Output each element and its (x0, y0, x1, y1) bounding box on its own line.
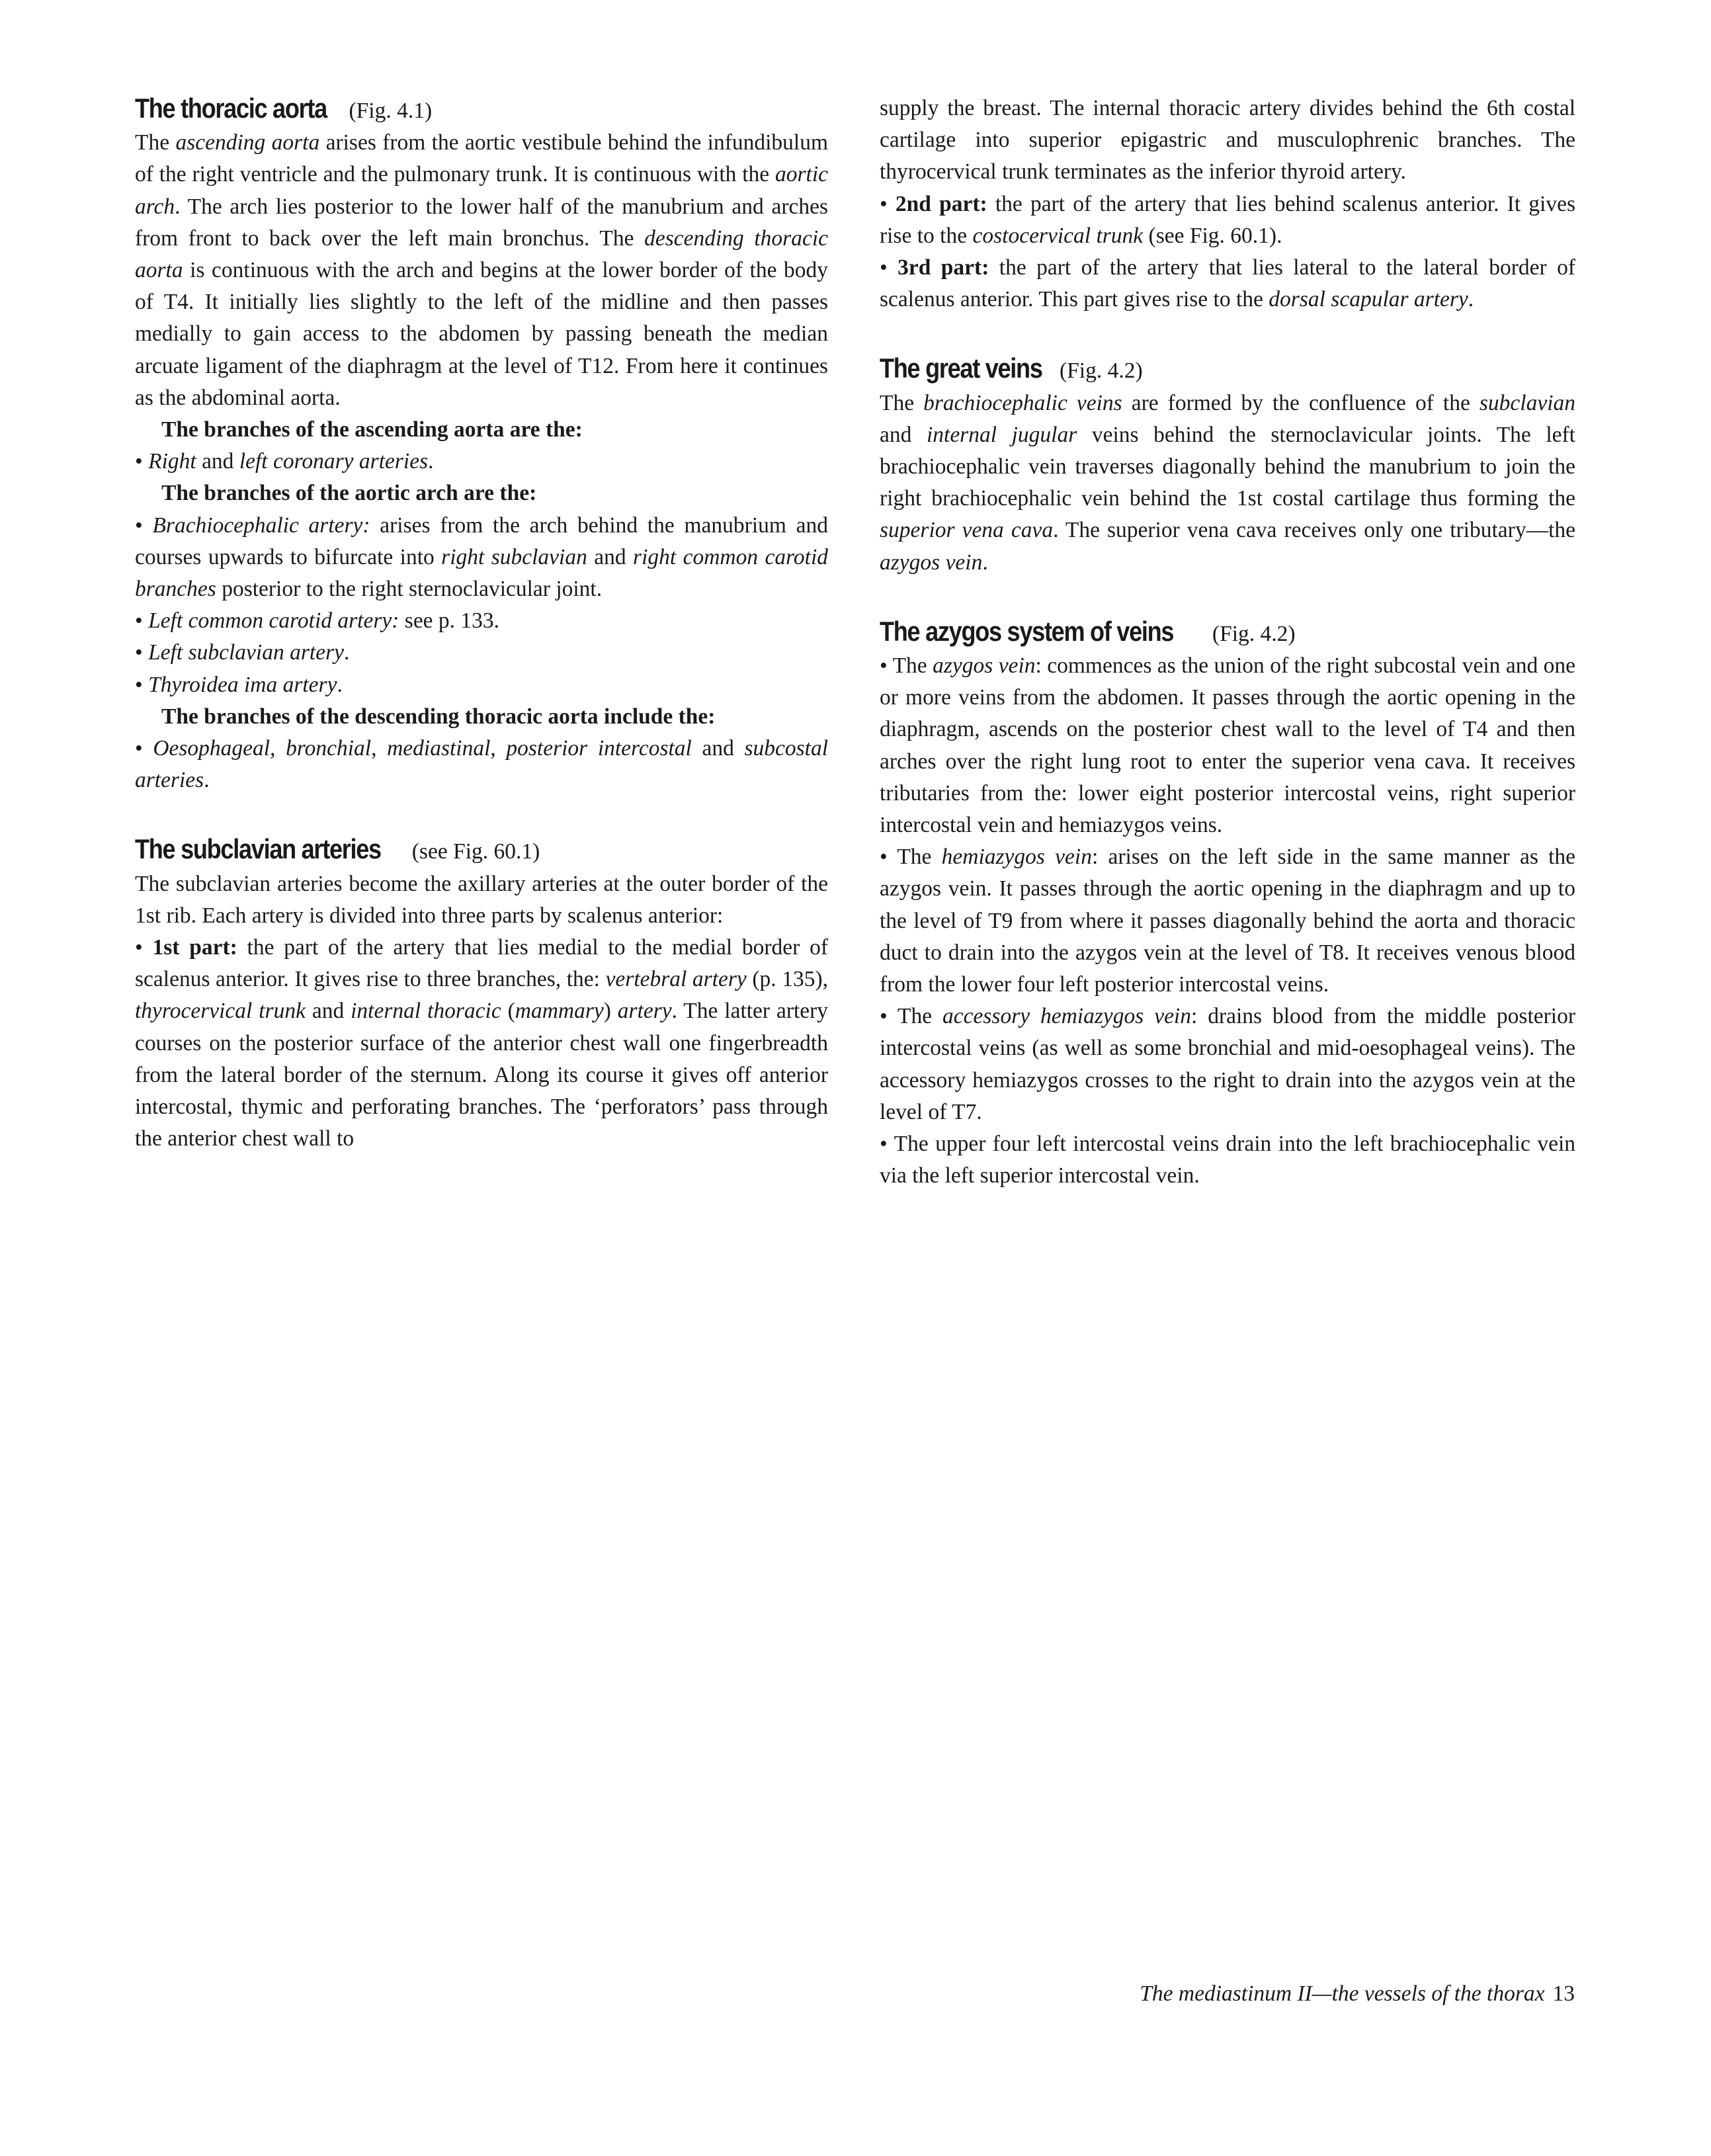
subclavian-paragraph: The subclavian arteries become the axillary arteries at the outer border of the 1st rib. Each artery is divided into three parts by scalenus anterior: (135, 871, 828, 928)
running-title: The mediastinum II—the vessels of the thorax (1140, 1981, 1545, 2006)
azygos-item-azygos-vein: • The azygos vein: commences as the union of the right subcostal vein and one or more veins from the abdomen. It passes through the aortic opening in the diaphragm, ascends on the posterior chest wall to the level of T4 and then arches over the right lung root to enter the superior vena cava. It receives tributaries from the: lower eight posterior intercostal veins, right superior intercostal vein and hemiazygos veins. (880, 653, 1575, 838)
section-spacer (880, 579, 1575, 616)
azygos-item-upper-intercostal: • The upper four left intercostal veins drain into the left brachiocephalic vein via the left superior intercostal vein. (880, 1132, 1576, 1188)
thoracic-aorta-paragraph: The ascending aorta arises from the aortic vestibule behind the infundibulum of the right ventricle and the pulmonary trunk. It is continuous with the aortic arch. The arch lies posterior to the lower half of the manubrium and arches from front to back over the left main bronchus. The descending thoracic aorta is continuous with the arch and begins at the lower border of the body of T4. It initially lies slightly to the left of the midline and then passes medially to gain access to the abdomen by passing beneath the median arcuate ligament of the diaphragm at the level of T12. From here it continues as the abdominal aorta. (135, 130, 829, 410)
page-number: 13 (1552, 1981, 1575, 2006)
azygos-item-hemiazygos-vein: • The hemiazygos vein: arises on the left side in the same manner as the azygos vein. It passes through the aortic opening in the diaphragm and up to the level of T9 from where it passes diagonally behind the aorta and thoracic duct to drain into the azygos vein at the level of T8. It receives venous blood from the lower four left posterior intercostal veins. (880, 845, 1576, 997)
left-column (135, 93, 828, 1155)
page-footer (1140, 1978, 1575, 2010)
azygos-item-accessory-hemiazygos: • The accessory hemiazygos vein: drains blood from the middle posterior intercostal veins (as well as some bronchial and mid-oesophageal veins). The accessory hemiazygos crosses to the right to drain into the azygos vein at the level of T7. (880, 1004, 1575, 1124)
arch-item-left-subclavian: • Left subclavian artery. (135, 640, 350, 665)
section-spacer (880, 315, 1575, 352)
great-veins-heading: The great veins (Fig. 4.2) (880, 352, 1143, 384)
thoracic-aorta-heading: The thoracic aorta (Fig. 4.1) (135, 93, 433, 124)
arch-item-brachiocephalic: • Brachiocephalic artery: arises from the arch behind the manubrium and courses upwards to bifurcate into right subclavian and right common carotid branches posterior to the right sternoclavicular joint. (135, 513, 829, 602)
arch-item-left-common-carotid: • Left common carotid artery: see p. 133. (135, 608, 500, 634)
right-column (880, 93, 1575, 1192)
descending-branches-item: • Oesophageal, bronchial, mediastinal, posterior intercostal and subcostal arteries. (135, 736, 828, 793)
ascending-branches-item: • Right and left coronary arteries. (135, 449, 434, 474)
subclavian-part2: • 2nd part: the part of the artery that lies behind scalenus anterior. It gives rise to the costocervical trunk (see Fig. 60.1). (880, 191, 1576, 248)
azygos-heading: The azygos system of veins (Fig. 4.2) (880, 615, 1296, 647)
subclavian-part1: • 1st part: the part of the artery that lies medial to the medial border of scalenus anterior. It gives rise to three branches, the: vertebral artery (p. 135), thyrocervical trunk and internal thoracic (mammary) artery. The latter artery courses on the posterior surface of the anterior chest wall one fingerbreadth from the lateral border of the sternum. Along its course it gives off anterior intercostal, thymic and perforating branches. The ‘perforators’ pass through the anterior chest wall to (135, 935, 829, 1151)
arch-item-thyroidea-ima: • Thyroidea ima artery. (135, 672, 343, 697)
arch-branches-heading: The branches of the aortic arch are the: (161, 481, 537, 506)
section-spacer (135, 796, 828, 833)
subclavian-continuation: supply the breast. The internal thoracic artery divides behind the 6th costal cartilage into superior epigastric and musculophrenic branches. The thyrocervical trunk terminates as the inferior thyroid artery. (880, 96, 1575, 185)
ascending-branches-heading: The branches of the ascending aorta are the: (161, 417, 583, 442)
subclavian-heading: The subclavian arteries (see Fig. 60.1) (135, 833, 540, 865)
descending-branches-heading: The branches of the descending thoracic aorta include the: (161, 704, 716, 729)
great-veins-paragraph: The brachiocephalic veins are formed by the confluence of the subclavian and internal jugular veins behind the sternoclavicular joints. The left brachiocephalic vein traverses diagonally behind the manubrium to join the right brachiocephalic vein behind the 1st costal cartilage thus forming the superior vena cava. The superior vena cava receives only one tributary—the azygos vein. (880, 390, 1576, 575)
subclavian-part3: • 3rd part: the part of the artery that lies lateral to the lateral border of scalenus anterior. This part gives rise to the dorsal scapular artery. (880, 255, 1576, 312)
